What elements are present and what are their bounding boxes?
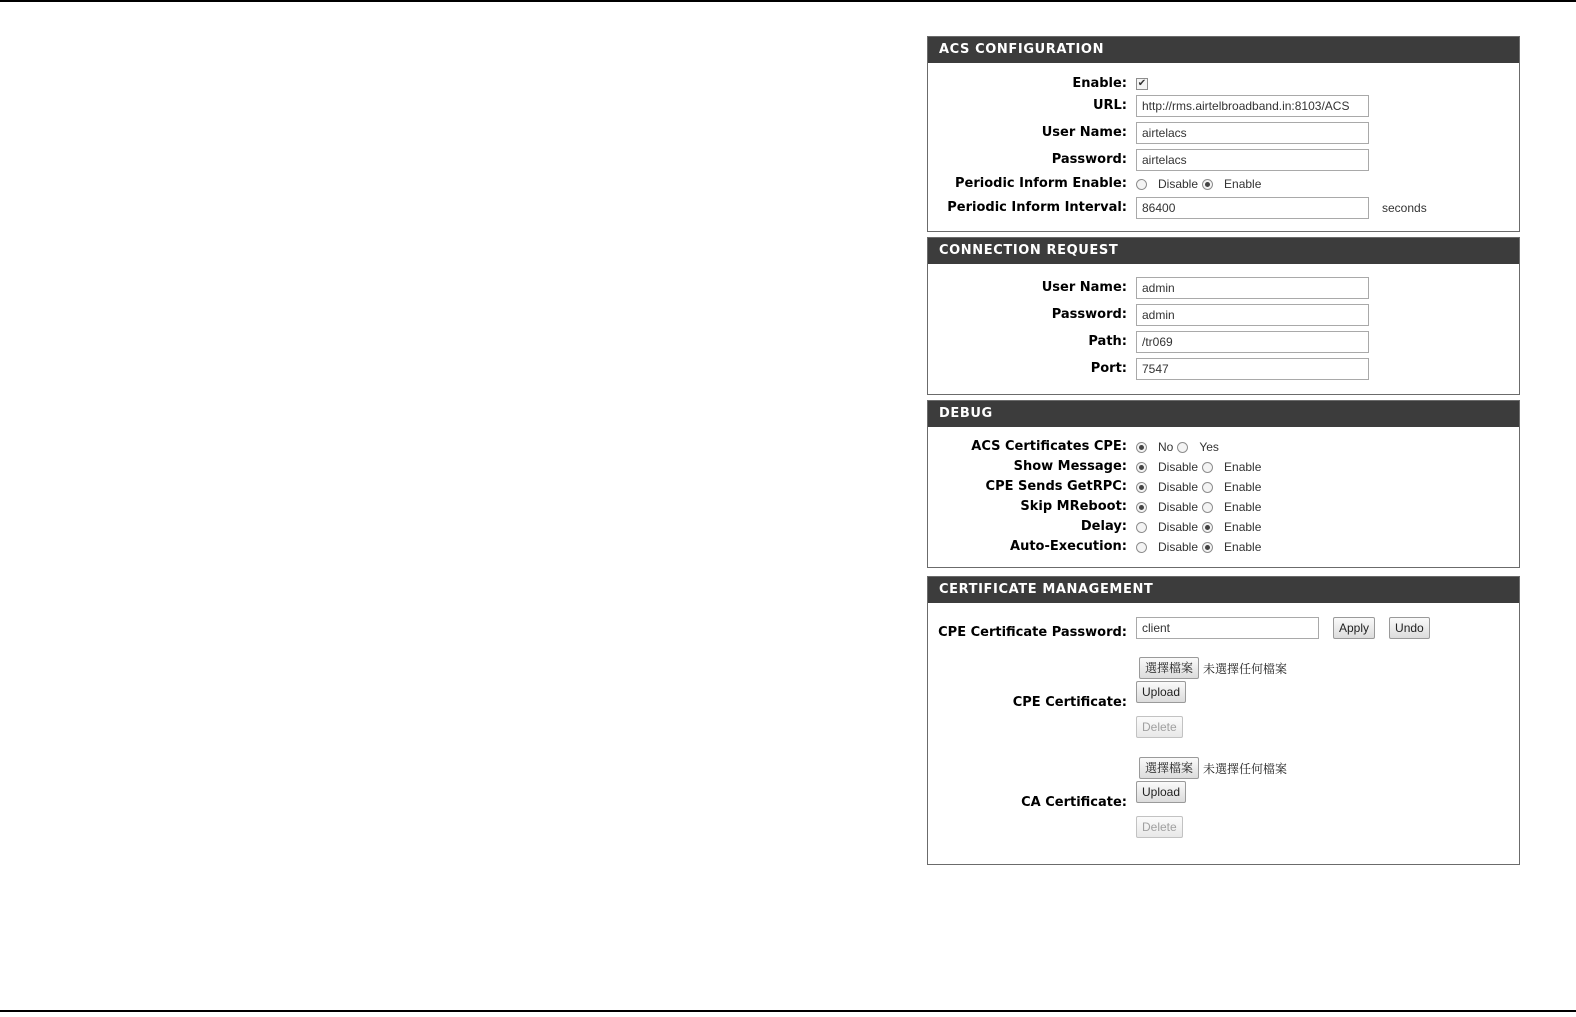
acs-username-label: User Name: xyxy=(1041,125,1127,140)
bottom-border xyxy=(0,1010,1576,1012)
certificate-management-panel xyxy=(927,576,1520,865)
cr-port-input[interactable]: 7547 xyxy=(1136,358,1369,380)
ca-certificate-delete-row xyxy=(928,816,1519,838)
ca-certificate-choose-file-button[interactable]: 選擇檔案 xyxy=(1139,757,1199,779)
debug-option-0-text: Disable xyxy=(1158,460,1199,474)
periodic-inform-enable-row xyxy=(928,173,1519,195)
debug-option-1-radio[interactable] xyxy=(1177,442,1188,453)
cpe-certificate-delete-row xyxy=(928,716,1519,738)
debug-row xyxy=(928,476,1519,498)
ca-certificate-upload-button[interactable]: Upload xyxy=(1136,781,1186,803)
cr-password-input[interactable]: admin xyxy=(1136,304,1369,326)
debug-option-0-radio[interactable] xyxy=(1136,522,1147,533)
cpe-certificate-choose-file-button[interactable]: 選擇檔案 xyxy=(1139,657,1199,679)
debug-row xyxy=(928,516,1519,538)
cpe-cert-password-label: CPE Certificate Password: xyxy=(938,625,1127,640)
cr-path-input[interactable]: /tr069 xyxy=(1136,331,1369,353)
periodic-inform-interval-unit: seconds xyxy=(1382,201,1427,215)
debug-option-1-text: Enable xyxy=(1224,520,1262,534)
cr-path-label: Path: xyxy=(1088,334,1127,349)
debug-row-label: Show Message: xyxy=(1013,459,1127,474)
undo-button[interactable]: Undo xyxy=(1389,617,1430,639)
debug-option-0-text: Disable xyxy=(1158,480,1199,494)
debug-option-0-radio[interactable] xyxy=(1136,482,1147,493)
debug-option-1-text: Enable xyxy=(1224,500,1262,514)
debug-option-1-radio[interactable] xyxy=(1202,462,1213,473)
debug-option-0-text: Disable xyxy=(1158,520,1199,534)
periodic-inform-enable-label: Periodic Inform Enable: xyxy=(955,176,1127,191)
periodic-inform-disable-radio[interactable] xyxy=(1136,179,1147,190)
acs-username-row xyxy=(928,122,1519,144)
apply-button[interactable]: Apply xyxy=(1333,617,1375,639)
acs-configuration-panel xyxy=(927,36,1520,232)
ca-certificate-label: CA Certificate: xyxy=(1021,795,1127,810)
periodic-inform-interval-input[interactable]: 86400 xyxy=(1136,197,1369,219)
debug-row-label: Delay: xyxy=(1080,519,1127,534)
debug-row xyxy=(928,436,1519,458)
debug-option-1-radio[interactable] xyxy=(1202,522,1213,533)
cr-path-row xyxy=(928,331,1519,353)
cpe-certificate-upload-row xyxy=(928,681,1519,703)
cpe-certificate-file-row xyxy=(928,657,1519,679)
periodic-inform-enable-radio[interactable] xyxy=(1202,179,1213,190)
debug-option-1-text: Yes xyxy=(1199,440,1219,454)
debug-option-0-text: No xyxy=(1158,440,1174,454)
certificate-management-header: CERTIFICATE MANAGEMENT xyxy=(928,577,1519,603)
debug-option-0-radio[interactable] xyxy=(1136,502,1147,513)
debug-row xyxy=(928,496,1519,518)
acs-url-label: URL: xyxy=(1092,98,1127,113)
debug-option-0-text: Disable xyxy=(1158,540,1199,554)
ca-certificate-no-file-text: 未選擇任何檔案 xyxy=(1203,761,1288,776)
acs-password-row xyxy=(928,149,1519,171)
periodic-inform-interval-row xyxy=(928,197,1519,219)
cpe-cert-password-input[interactable]: client xyxy=(1136,617,1319,639)
cr-password-label: Password: xyxy=(1051,307,1127,322)
acs-enable-label: Enable: xyxy=(1072,76,1127,91)
debug-option-1-text: Enable xyxy=(1224,460,1262,474)
acs-enable-row xyxy=(928,73,1519,95)
debug-option-1-text: Enable xyxy=(1224,480,1262,494)
top-border xyxy=(0,0,1576,2)
connection-request-header: CONNECTION REQUEST xyxy=(928,238,1519,264)
acs-password-label: Password: xyxy=(1051,152,1127,167)
debug-option-1-radio[interactable] xyxy=(1202,542,1213,553)
debug-row-label: CPE Sends GetRPC: xyxy=(985,479,1127,494)
periodic-inform-enable-text: Enable xyxy=(1224,177,1262,191)
cpe-certificate-delete-button[interactable]: Delete xyxy=(1136,716,1183,738)
cr-port-label: Port: xyxy=(1090,361,1127,376)
cr-username-label: User Name: xyxy=(1041,280,1127,295)
debug-option-1-radio[interactable] xyxy=(1202,502,1213,513)
cr-username-row xyxy=(928,277,1519,299)
cpe-certificate-label: CPE Certificate: xyxy=(1012,695,1127,710)
debug-option-1-radio[interactable] xyxy=(1202,482,1213,493)
debug-option-0-radio[interactable] xyxy=(1136,462,1147,473)
debug-row-label: Auto-Execution: xyxy=(1010,539,1127,554)
acs-enable-checkbox[interactable]: ✔ xyxy=(1137,78,1147,89)
debug-panel xyxy=(927,400,1520,568)
debug-row xyxy=(928,536,1519,558)
ca-certificate-upload-row xyxy=(928,781,1519,803)
cr-password-row xyxy=(928,304,1519,326)
acs-url-input[interactable]: http://rms.airtelbroadband.in:8103/ACS xyxy=(1136,95,1369,117)
debug-option-1-text: Enable xyxy=(1224,540,1262,554)
periodic-inform-disable-text: Disable xyxy=(1158,177,1199,191)
debug-header: DEBUG xyxy=(928,401,1519,427)
periodic-inform-interval-label: Periodic Inform Interval: xyxy=(947,200,1127,215)
connection-request-panel xyxy=(927,237,1520,395)
debug-option-0-radio[interactable] xyxy=(1136,442,1147,453)
debug-option-0-text: Disable xyxy=(1158,500,1199,514)
acs-configuration-header: ACS CONFIGURATION xyxy=(928,37,1519,63)
cr-port-row xyxy=(928,358,1519,380)
ca-certificate-delete-button[interactable]: Delete xyxy=(1136,816,1183,838)
debug-row xyxy=(928,456,1519,478)
cr-username-input[interactable]: admin xyxy=(1136,277,1369,299)
debug-option-0-radio[interactable] xyxy=(1136,542,1147,553)
acs-url-row xyxy=(928,95,1519,117)
cpe-cert-password-row xyxy=(928,617,1519,639)
ca-certificate-file-row xyxy=(928,757,1519,779)
debug-row-label: Skip MReboot: xyxy=(1020,499,1127,514)
cpe-certificate-upload-button[interactable]: Upload xyxy=(1136,681,1186,703)
cpe-certificate-no-file-text: 未選擇任何檔案 xyxy=(1203,661,1288,676)
debug-row-label: ACS Certificates CPE: xyxy=(971,439,1127,454)
acs-username-input[interactable]: airtelacs xyxy=(1136,122,1369,144)
acs-password-input[interactable]: airtelacs xyxy=(1136,149,1369,171)
